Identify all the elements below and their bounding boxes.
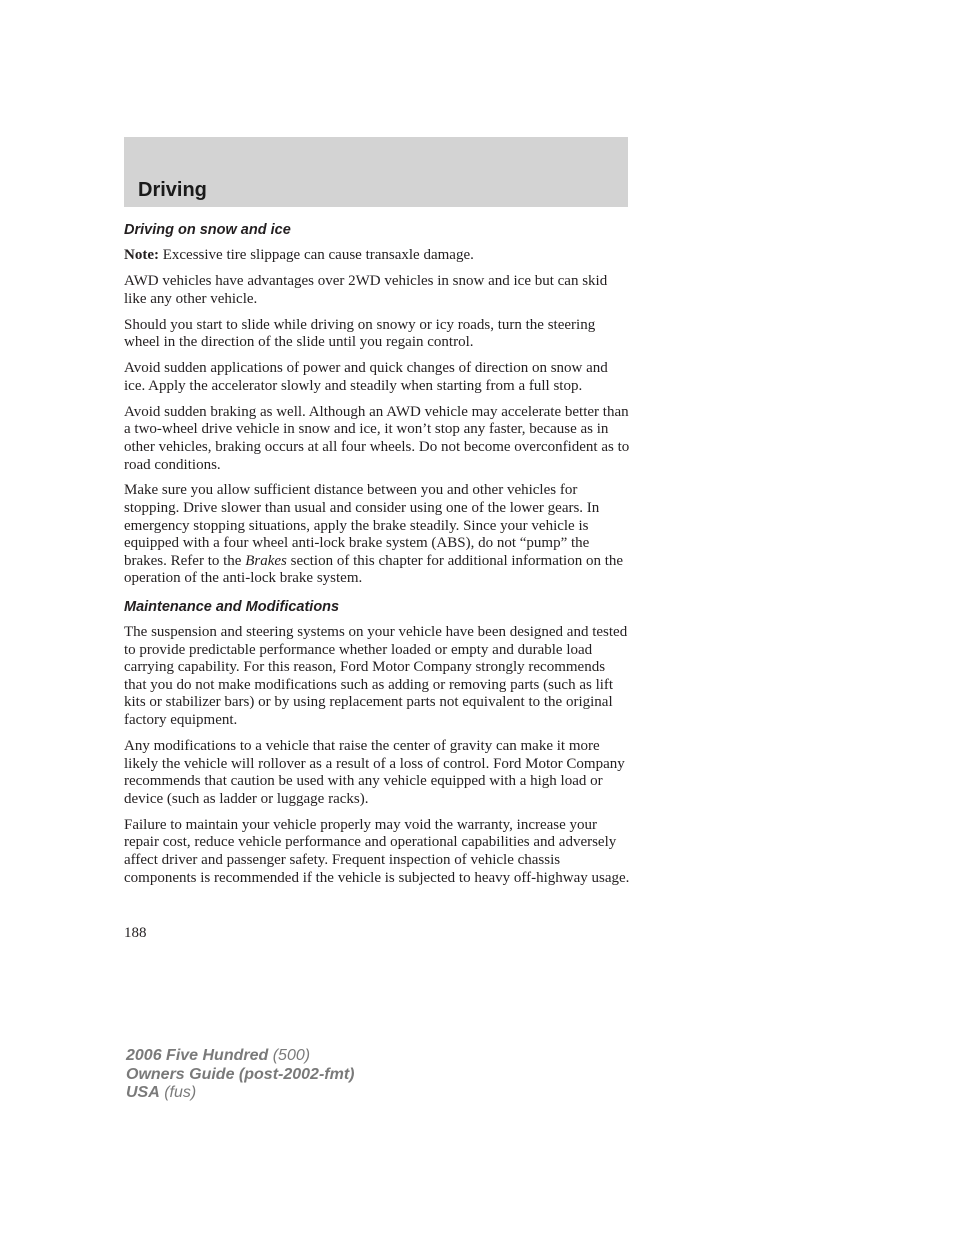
footer-imprint [126,1047,354,1103]
paragraph-suspension: The suspension and steering systems on your vehicle have been designed and tested to provide predictable performance whether loaded or empty and durable load carrying capability. For this reason, Ford Motor Company strongly recommends that you do not make modifications such as adding or removing parts (such as lift kits or stabilizer bars) or by using replacement parts not equivalent to the original factory equipment. [124,624,628,729]
brakes-reference: Brakes [245,552,287,569]
footer-model-code: (500) [268,1047,311,1064]
footer-line-3 [126,1084,354,1103]
section-title: Driving [138,179,207,201]
note-text: Excessive tire slippage can cause transaxle damage. [158,247,474,263]
paragraph-center-of-gravity: Any modifications to a vehicle that raise the center of gravity can make it more likely the vehicle will rollover as a result of a loss of control. Ford Motor Company recommends that caution be used with any vehicle equipped with a high load or device (such as ladder or luggage racks). [124,738,625,807]
footer-line-1 [126,1047,354,1066]
footer-market-code: (fus) [159,1084,197,1101]
paragraph-sudden-power: Avoid sudden applications of power and quick changes of direction on snow and ice. Apply the accelerator slowly and steadily when starting from a full stop. [124,360,608,394]
stopping-text-b: section of this chapter for additional information on the operation of the anti-lock brake system. [124,552,624,587]
footer-line-2 [126,1066,354,1085]
note-paragraph [124,247,630,265]
paragraph-sudden-braking: Avoid sudden braking as well. Although an AWD vehicle may accelerate better than a two-wheel drive vehicle in snow and ice, it won’t stop any faster, because as in other vehicles, braking occurs at all four wheels. Do not become overconfident as to road conditions. [124,403,630,473]
section-header-band [124,137,628,207]
stopping-text-a: Make sure you allow sufficient distance between you and other vehicles for stopping. Drive slower than usual and consider using one of the lower gears. In emergency stopping situations, apply the brake steadily. Since your vehicle is equipped with a four wheel anti-lock brake system (ABS), do not “pump” the brakes. Refer to the [124,482,600,569]
paragraph-slide: Should you start to slide while driving on snowy or icy roads, turn the steering wheel in the direction of the slide until you regain control. [124,316,596,351]
heading-snow-ice: Driving on snow and ice [124,222,291,238]
footer-market: USA [126,1084,160,1101]
paragraph-awd-advantages: AWD vehicles have advantages over 2WD vehicles in snow and ice but can skid like any other vehicle. [124,272,608,307]
heading-maintenance: Maintenance and Modifications [124,599,340,616]
footer-model: 2006 Five Hundred [126,1047,269,1064]
note-label: Note: [124,247,159,263]
page-content [124,221,630,896]
page-number: 188 [124,925,147,941]
paragraph-stopping-distance [124,482,630,588]
paragraph-failure-to-maintain: Failure to maintain your vehicle properly may void the warranty, increase your repair cost, reduce vehicle performance and operational capabilities and adversely affect driver and passenger safety. Frequent inspection of vehicle chassis components is recommended if the vehicle is subjected to heavy off-highway usage. [124,816,630,886]
footer-guide: Owners Guide (post-2002-fmt) [126,1065,355,1083]
